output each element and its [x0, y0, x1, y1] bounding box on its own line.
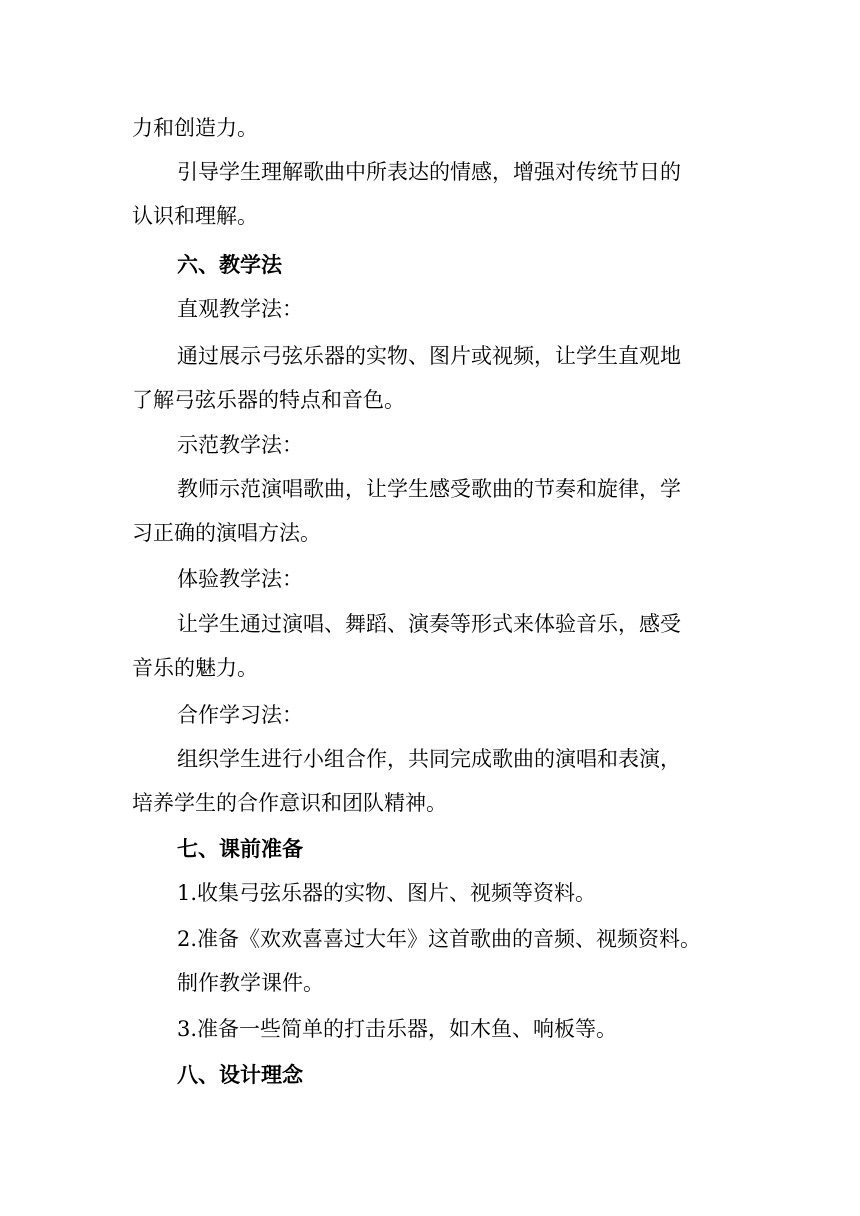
section-heading-teaching-methods: 六、教学法	[177, 252, 282, 277]
list-item: 2.准备《欢欢喜喜过大年》这首歌曲的音频、视频资料。	[177, 927, 702, 951]
subheading-line: 直观教学法：	[177, 297, 303, 321]
list-item: 1.收集弓弦乐器的实物、图片、视频等资料。	[177, 881, 597, 905]
paragraph-line: 教师示范演唱歌曲，让学生感受歌曲的节奏和旋律，学	[177, 477, 681, 501]
subheading-line: 合作学习法：	[177, 703, 303, 727]
paragraph-line: 了解弓弦乐器的特点和音色。	[132, 388, 405, 412]
paragraph-line: 培养学生的合作意识和团队精神。	[132, 791, 447, 815]
paragraph-line: 音乐的魅力。	[132, 656, 258, 680]
paragraph-line: 引导学生理解歌曲中所表达的情感，增强对传统节日的	[177, 160, 681, 184]
subheading-line: 体验教学法：	[177, 567, 303, 591]
list-item: 3.准备一些简单的打击乐器，如木鱼、响板等。	[177, 1017, 618, 1041]
paragraph-line: 组织学生进行小组合作，共同完成歌曲的演唱和表演，	[177, 747, 681, 771]
subheading-line: 示范教学法：	[177, 433, 303, 457]
paragraph-line: 认识和理解。	[132, 204, 258, 228]
paragraph-line: 习正确的演唱方法。	[132, 521, 321, 545]
paragraph-line: 通过展示弓弦乐器的实物、图片或视频，让学生直观地	[177, 344, 681, 368]
paragraph-line: 制作教学课件。	[177, 971, 324, 995]
paragraph-line: 力和创造力。	[132, 116, 258, 140]
paragraph-line: 让学生通过演唱、舞蹈、演奏等形式来体验音乐，感受	[177, 612, 681, 636]
section-heading-preparation: 七、课前准备	[177, 836, 303, 861]
section-heading-design-concept: 八、设计理念	[177, 1062, 303, 1087]
